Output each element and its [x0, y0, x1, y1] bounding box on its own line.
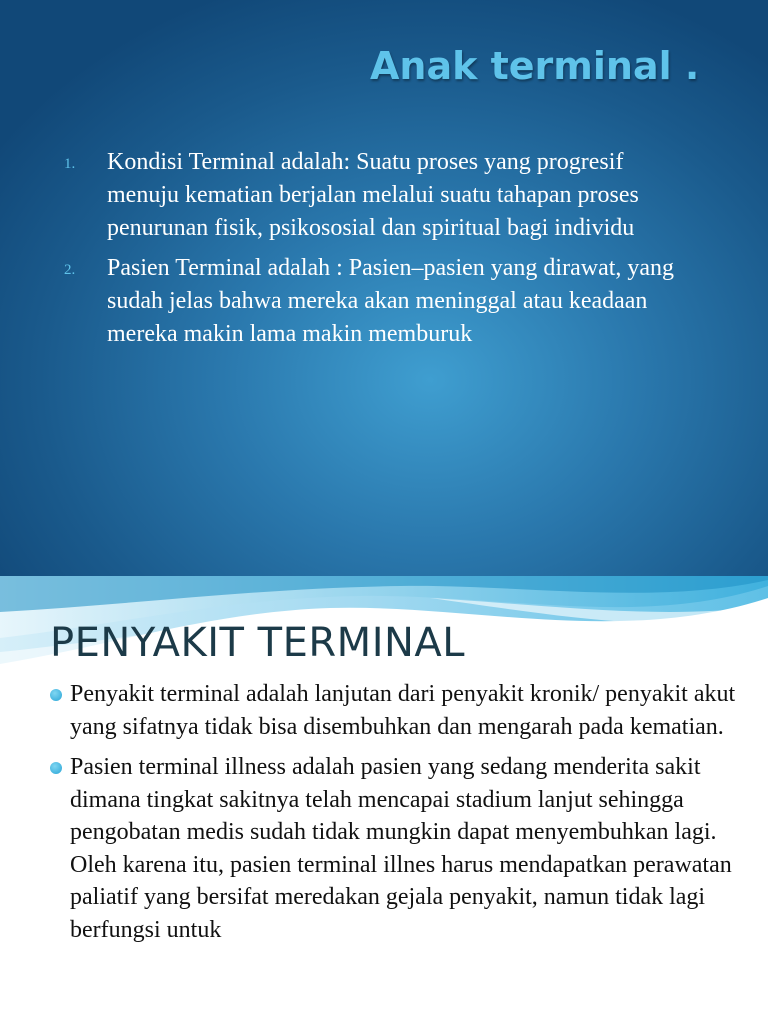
slide-2-title: PENYAKIT TERMINAL — [50, 620, 466, 666]
list-item — [0, 678, 740, 743]
list-item-text: Penyakit terminal adalah lanjutan dari penyakit kronik/ penyakit akut yang sifatnya tidak bisa disembuhkan dan mengarah pada kematian. — [70, 681, 736, 740]
slide-2-bullet-list — [0, 678, 740, 954]
slide-1-title: Anak terminal . — [370, 44, 700, 88]
list-item-text: Pasien Terminal adalah : Pasien–pasien yang dirawat, yang sudah jelas bahwa mereka akan meninggal atau keadaan mereka makin lama makin memburuk — [107, 255, 675, 347]
list-number: 1. — [64, 156, 76, 172]
bullet-icon — [50, 762, 62, 774]
slide-1-numbered-list — [0, 146, 700, 358]
list-item-text: Kondisi Terminal adalah: Suatu proses yang progresif menuju kematian berjalan melalui suatu tahapan proses penurunan fisik, psikososial dan spiritual bagi individu — [107, 149, 639, 241]
list-item-text: Pasien terminal illness adalah pasien yang sedang menderita sakit dimana tingkat sakitnya telah mencapai stadium lanjut sehingga pengobatan medis sudah tidak mungkin dapat menyembuhkan lagi. Oleh karena itu, pasien terminal illnes harus mendapatkan perawatan paliatif yang bersifat meredakan gejala penyakit, namun tidak lagi berfungsi untuk — [70, 754, 732, 943]
list-item — [0, 252, 700, 351]
slide-2 — [0, 576, 768, 1024]
bullet-icon — [50, 689, 62, 701]
list-item — [0, 146, 700, 245]
list-item — [0, 751, 740, 946]
list-number: 2. — [64, 262, 76, 278]
